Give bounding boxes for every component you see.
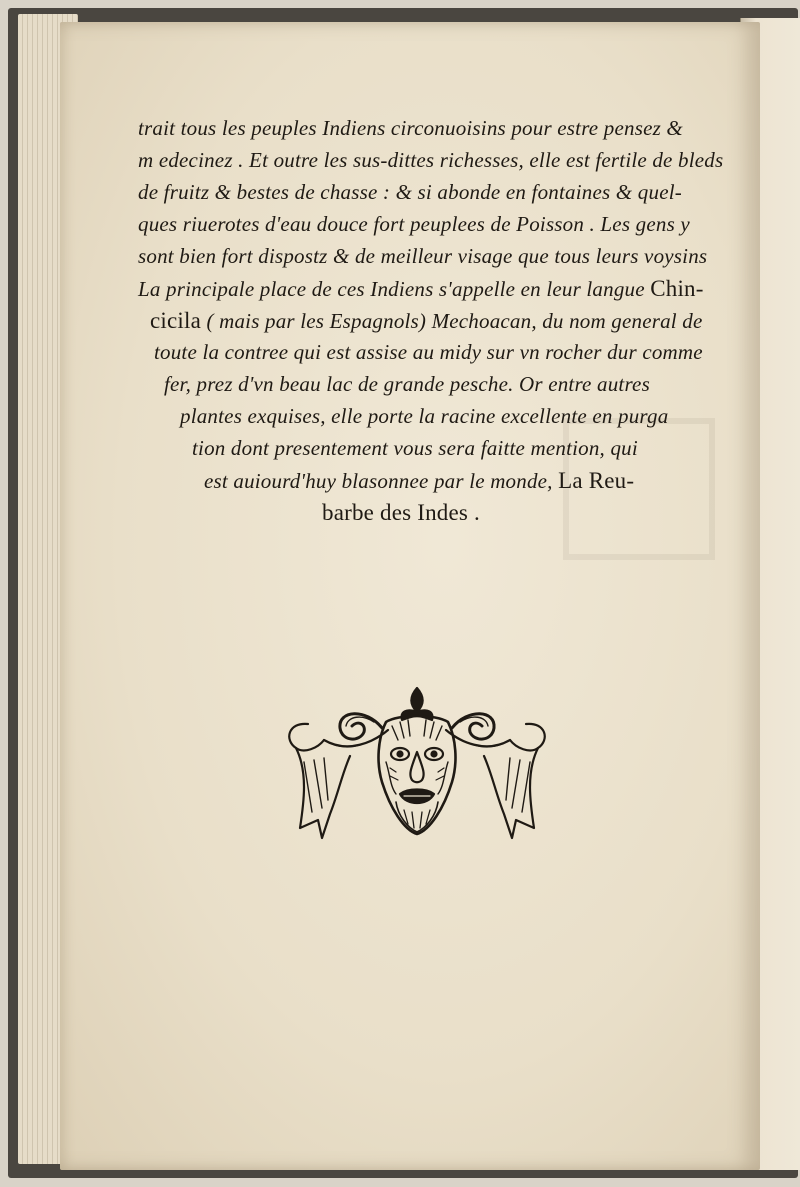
text-line: sont bien fort dispostz & de meilleur visage que tous leurs voysins [138,244,708,268]
grotesque-mask-ornament-icon [278,682,556,844]
text-line: trait tous les peuples Indiens circonuoisins pour estre pensez & [138,116,683,140]
text-line: fer, prez d'vn beau lac de grande pesche. Or entre autres [164,372,650,396]
text-line: plantes exquises, elle porte la racine excellente en purga [180,404,669,428]
text-line: toute la contree qui est assise au midy sur vn rocher dur comme [154,340,703,364]
text-line: barbe des Indes . [322,500,480,525]
text-line: tion dont presentement vous sera faitte mention, qui [192,436,638,460]
text-line: La principale place de ces Indiens s'appelle en leur langue Chin- [138,276,704,301]
text-line: ques riuerotes d'eau douce fort peuplees de Poisson . Les gens y [138,212,690,236]
text-line: de fruitz & bestes de chasse : & si abonde en fontaines & quel- [138,180,682,204]
text-line: cicila ( mais par les Espagnols) Mechoacan, du nom general de [150,308,703,333]
text-line: est auiourd'huy blasonnee par le monde, La Reu- [204,468,635,493]
text-line: m edecinez . Et outre les sus-dittes richesses, elle est fertile de bleds [138,148,724,172]
